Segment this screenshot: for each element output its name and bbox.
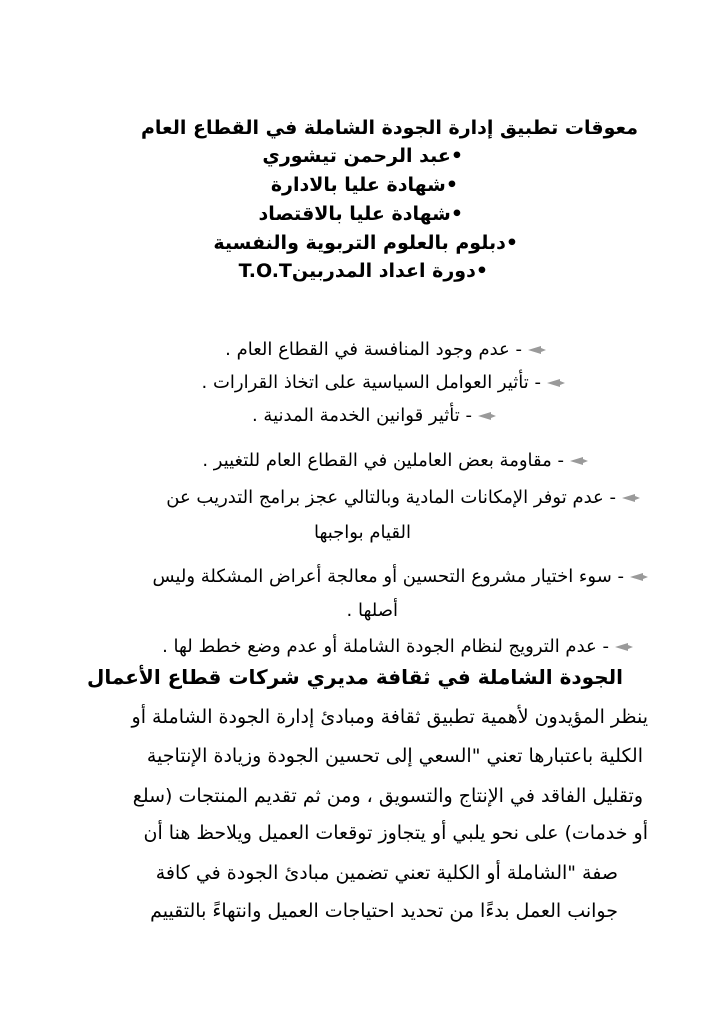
list-item xyxy=(225,339,546,360)
qualification-4: •دورة اعداد المدربينT.O.T xyxy=(238,260,488,282)
arrow-bullet-icon xyxy=(547,378,565,388)
qualification-3: •دبلوم بالعلوم التربوية والنفسية xyxy=(213,232,518,254)
paragraph-line: ينظر المؤيدون لأهمية تطبيق ثقافة ومبادئ إدارة الجودة الشاملة أو xyxy=(131,706,648,728)
list-item xyxy=(202,372,566,393)
list-item-text: - تأثير العوامل السياسية على اتخاذ القرارات . xyxy=(201,372,541,393)
paragraph-line: الكلية باعتبارها تعني "السعي إلى تحسين الجودة وزيادة الإنتاجية xyxy=(146,745,643,767)
list-item-continuation: القيام بواجبها xyxy=(313,522,411,543)
arrow-bullet-icon xyxy=(528,345,546,355)
arrow-bullet-icon xyxy=(478,411,496,421)
list-item-text: - مقاومة بعض العاملين في القطاع العام للتغيير . xyxy=(202,450,564,471)
list-item xyxy=(162,636,633,657)
paragraph-line: أو خدمات) على نحو يلبي أو يتجاوز توقعات العميل ويلاحظ هنا أن xyxy=(143,822,648,844)
arrow-bullet-icon xyxy=(622,493,640,503)
paragraph-line: وتقليل الفاقد في الإنتاج والتسويق ، ومن ثم تقديم المنتجات (سلع xyxy=(132,785,643,807)
list-item xyxy=(202,450,588,471)
list-item xyxy=(152,566,648,587)
paragraph-line: جوانب العمل بدءًا من تحديد احتياجات العميل وانتهاءً بالتقييم xyxy=(150,900,618,922)
list-item xyxy=(252,405,496,426)
qualification-2: •شهادة عليا بالاقتصاد xyxy=(258,203,463,225)
list-item-continuation: أصلها . xyxy=(346,600,398,621)
arrow-bullet-icon xyxy=(630,572,648,582)
list-item-text: - عدم الترويج لنظام الجودة الشاملة أو عدم وضع خطط لها . xyxy=(162,636,609,657)
paragraph-line: صفة "الشاملة أو الكلية تعني تضمين مبادئ الجودة في كافة xyxy=(155,862,618,884)
arrow-bullet-icon xyxy=(615,642,633,652)
list-item-text: - تأثير قوانين الخدمة المدنية . xyxy=(251,405,472,426)
arrow-bullet-icon xyxy=(570,456,588,466)
section-title: الجودة الشاملة في ثقافة مديري شركات قطاع الأعمال xyxy=(87,665,623,689)
list-item-text: - عدم توفر الإمكانات المادية وبالتالي عجز برامج التدريب عن xyxy=(166,487,616,508)
qualification-1: •شهادة عليا بالادارة xyxy=(270,174,458,196)
list-item xyxy=(166,487,640,508)
list-item-text: - سوء اختيار مشروع التحسين أو معالجة أعراض المشكلة وليس xyxy=(152,566,624,587)
page-title: معوقات تطبيق إدارة الجودة الشاملة في القطاع العام xyxy=(141,117,638,139)
list-item-text: - عدم وجود المنافسة في القطاع العام . xyxy=(225,339,522,360)
author-name: •عبد الرحمن تيشوري xyxy=(262,145,463,167)
